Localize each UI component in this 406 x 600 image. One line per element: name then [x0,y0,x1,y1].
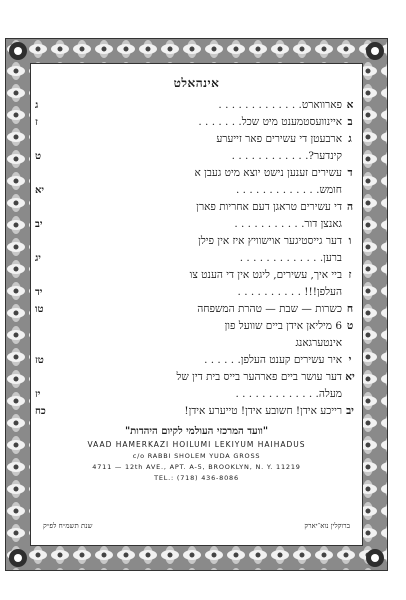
entry-title: די עשירים טראגן דעם אחריות פארן [196,201,342,213]
entry-letter: יא [345,371,355,383]
entry-letter: ד [347,167,353,179]
page-content [31,64,362,545]
footer-year: שנת תשמ״ח לפ״ק [43,522,93,530]
entry-letter: א [346,99,354,111]
entry-letter: ז [348,269,352,281]
entry-title: ארבעטן די עשירים פאר זייערע [216,133,342,145]
toc-entry [35,165,358,182]
entry-title: עשירים זענען נישט יוצא מיט געבן א [194,167,342,179]
entry-title: ביי איך, עשירים, ליגט אין די הענט צו [189,269,342,281]
toc-entry [35,369,358,386]
table-of-contents [35,97,358,420]
entry-page: טו [35,304,44,315]
entry-title: אינטערגאנג [295,337,342,349]
entry-title: איר עשירים קענט העלפן. . . . . . [204,354,342,366]
entry-page [35,233,53,250]
entry-page [35,267,53,284]
footer-place: ברוקלין נוא־יארק [304,522,350,530]
toc-entry [35,114,358,131]
entry-title: רייכע אידן! חשובע אידן! טייערע אידן! [184,405,342,417]
toc-entry [35,318,358,335]
org-hebrew-name: "וועד המרכזי העולמי לקיום היהדות" [124,426,269,437]
org-english-name: VAAD HAMERKAZI HOILUMI LEKIYUM HAIHADUS [87,440,306,449]
entry-letter: ה [346,201,354,213]
ornamental-frame [5,38,388,571]
entry-letter [342,335,358,352]
entry-letter: ג [348,133,352,145]
entry-letter: ו [348,235,352,247]
entry-title: העלפן!!! . . . . . . . . . . [237,286,342,298]
entry-title: פארווארט. . . . . . . . . . . . . [218,99,342,111]
entry-title: מעלה. . . . . . . . . . . . . [235,388,342,400]
organization-block [31,426,362,482]
entry-title: חומש. . . . . . . . . . . . . [236,184,342,196]
entry-letter [342,182,358,199]
entry-letter [342,148,358,165]
entry-title: איינוועסטמענט מיט שכל. . . . . . . [198,116,342,128]
entry-page: יז [35,389,41,400]
entry-page: יא [35,185,45,196]
toc-entry [35,182,358,199]
entry-letter [342,284,358,301]
toc-entry [35,284,358,301]
entry-page: ז [35,117,38,128]
entry-page: ג [35,100,39,111]
toc-entry [35,250,358,267]
entry-title: 6 מיליאן אידן ביים שוועל פון [224,320,342,332]
toc-entry [35,216,358,233]
org-care-of: c/o RABBI SHOLEM YUDA GROSS [132,452,261,460]
toc-entry [35,97,358,114]
entry-letter: ט [346,320,354,332]
entry-page: ט [35,151,42,162]
entry-title: כשרות — שבת — טהרת המשפחה [197,303,342,315]
entry-page [35,165,53,182]
toc-entry [35,148,358,165]
entry-title: דער גייסטיגער אוישוויץ איז אין פילן [198,235,342,247]
entry-page [35,318,53,335]
toc-entry [35,233,358,250]
entry-letter: ב [347,116,353,128]
toc-entry [35,301,358,318]
toc-entry [35,352,358,369]
entry-title: דער עושר ביים פארהער בייס בית דין של [176,371,342,383]
entry-page [35,335,53,352]
entry-letter [342,216,358,233]
entry-title: גאנצן דור. . . . . . . . . . . [234,218,342,230]
toc-entry [35,199,358,216]
entry-letter: י [348,354,352,366]
entry-page [35,131,53,148]
entry-letter: יב [346,405,354,417]
toc-entry [35,131,358,148]
entry-letter [342,250,358,267]
entry-page [35,199,53,216]
entry-page: טז [35,355,44,366]
entry-title: קינדער?. . . . . . . . . . . . [231,150,342,162]
org-phone: TEL.: (718) 436-8086 [154,474,239,482]
entry-page [35,369,53,386]
entry-letter [342,386,358,403]
entry-page: כח [35,406,46,417]
entry-letter: ח [346,303,354,315]
org-address: 4711 — 12th AVE., APT. A-5, BROOKLYN, N. Y. 11219 [92,463,301,471]
toc-entry [35,386,358,403]
entry-page: יד [35,287,43,298]
page-title: אינהאלט [173,76,220,90]
toc-entry [35,403,358,420]
entry-page: יב [35,219,43,230]
toc-entry [35,335,358,352]
entry-title: ברען. . . . . . . . . . . . . [239,252,342,264]
entry-page: יג [35,253,41,264]
toc-entry [35,267,358,284]
